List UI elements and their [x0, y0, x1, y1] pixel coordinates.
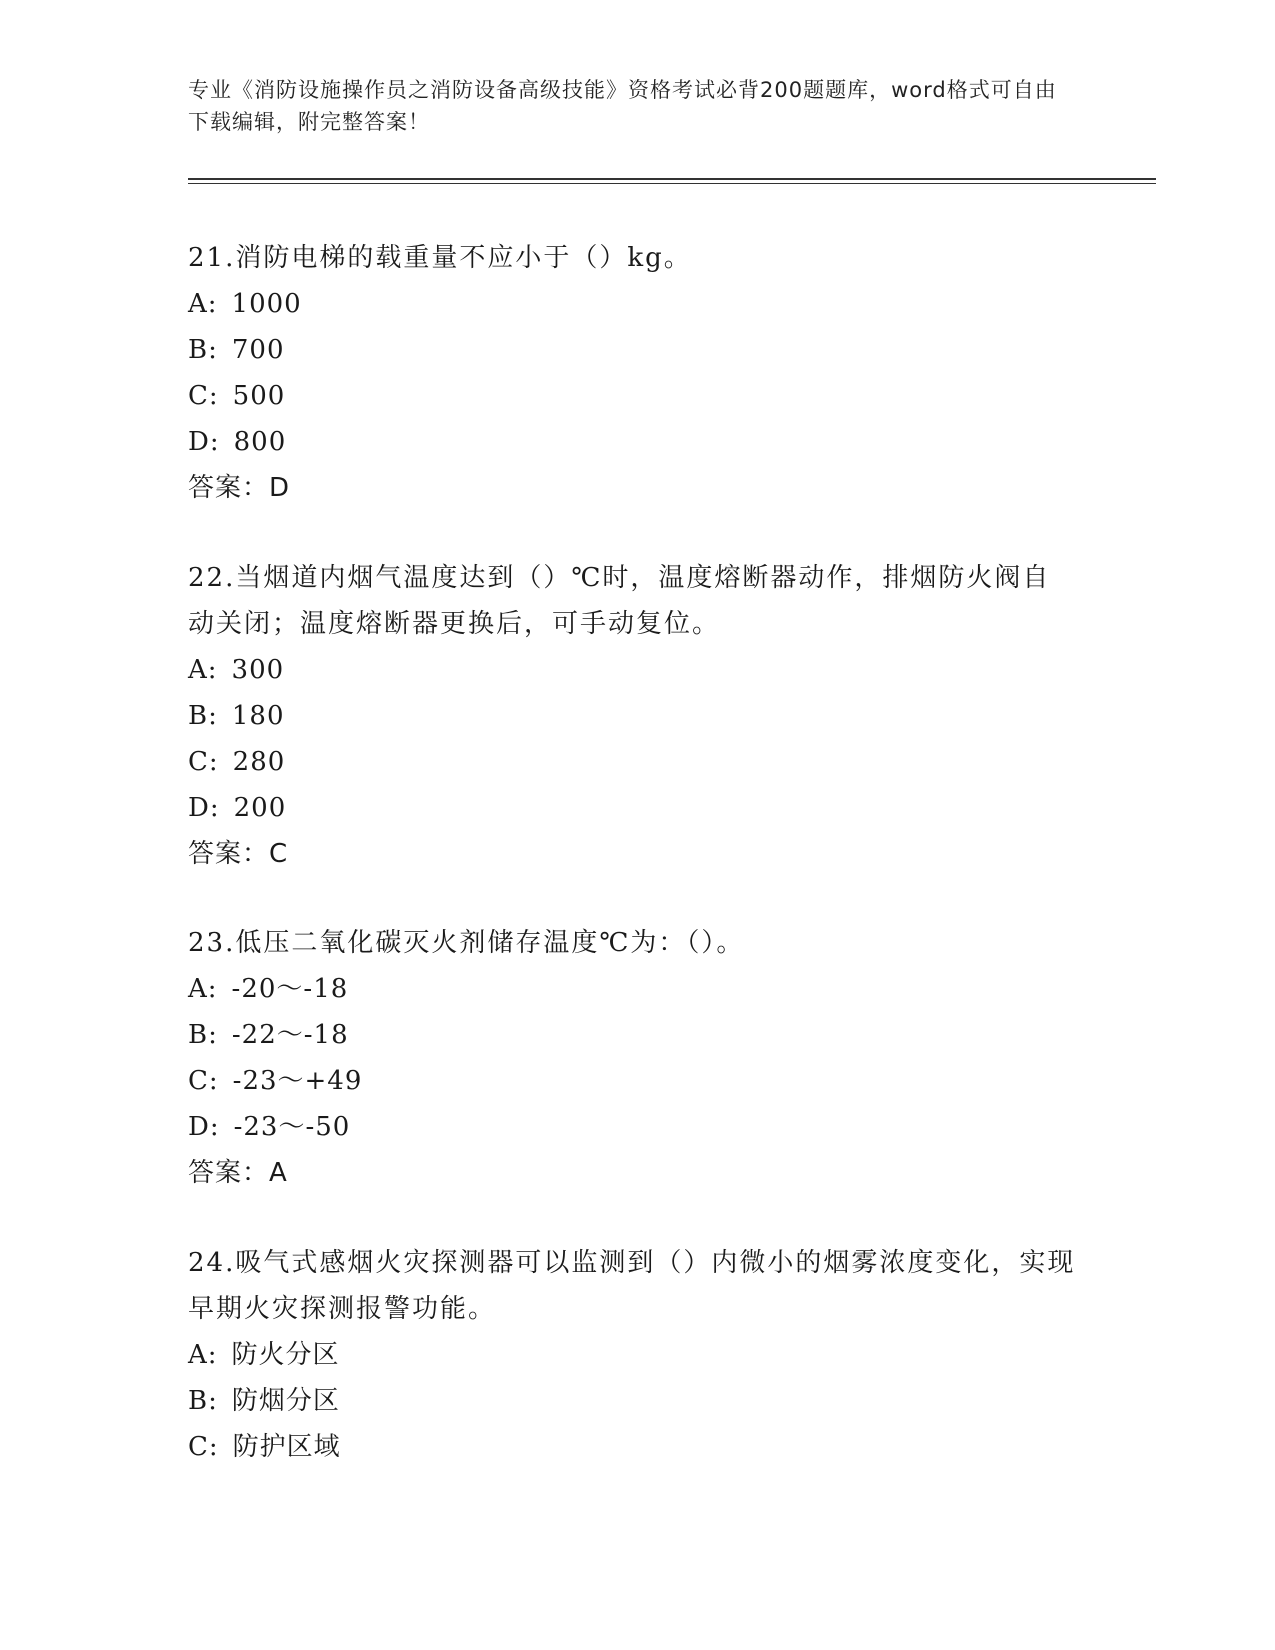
question-21 [188, 235, 1078, 511]
option-letter: C: [188, 1066, 219, 1096]
option-letter: A: [188, 289, 218, 319]
question-24 [188, 1240, 1078, 1470]
option-text: 防烟分区 [231, 1386, 340, 1416]
document-header: 专业《消防设施操作员之消防设备高级技能》资格考试必背200题题库，word格式可自由下载编辑，附完整答案！ [188, 78, 1057, 134]
option-a [188, 281, 1078, 327]
answer-line: 答案：A [188, 1158, 288, 1188]
option-b [188, 1012, 1078, 1058]
option-letter: D: [188, 427, 220, 457]
option-letter: A: [188, 655, 218, 685]
option-text: 500 [232, 381, 286, 411]
question-stem: 24.吸气式感烟火灾探测器可以监测到（）内微小的烟雾浓度变化，实现早期火灾探测报警功能。 [188, 1248, 1076, 1324]
option-text: 180 [231, 701, 285, 731]
option-letter: C: [188, 1432, 219, 1462]
option-a [188, 1332, 1078, 1378]
option-b [188, 1378, 1078, 1424]
option-d [188, 785, 1078, 831]
answer-line: 答案：C [188, 839, 289, 869]
option-text: 防护区域 [232, 1432, 341, 1462]
option-d [188, 419, 1078, 465]
option-text: 280 [232, 747, 286, 777]
header-divider [188, 178, 1156, 180]
question-stem: 21.消防电梯的载重量不应小于（）kg。 [188, 243, 692, 273]
option-a [188, 647, 1078, 693]
option-text: -23～+49 [232, 1066, 363, 1096]
option-letter: A: [188, 1340, 218, 1370]
question-stem: 23.低压二氧化碳灭火剂储存温度℃为：（）。 [188, 928, 745, 958]
option-text: 700 [231, 335, 285, 365]
option-letter: C: [188, 747, 219, 777]
option-text: 200 [233, 793, 287, 823]
option-text: 300 [231, 655, 285, 685]
option-text: -20～-18 [231, 974, 349, 1004]
option-a [188, 966, 1078, 1012]
option-letter: B: [188, 335, 218, 365]
option-c [188, 373, 1078, 419]
option-text: -22～-18 [231, 1020, 349, 1050]
answer-line: 答案：D [188, 473, 291, 503]
option-d [188, 1104, 1078, 1150]
option-letter: D: [188, 1112, 220, 1142]
option-text: -23～-50 [233, 1112, 351, 1142]
option-b [188, 693, 1078, 739]
question-stem: 22.当烟道内烟气温度达到（）℃时，温度熔断器动作，排烟防火阀自动关闭；温度熔断器更换后，可手动复位。 [188, 563, 1051, 639]
option-c [188, 1424, 1078, 1470]
option-text: 800 [233, 427, 287, 457]
option-letter: D: [188, 793, 220, 823]
option-text: 防火分区 [231, 1340, 340, 1370]
option-letter: B: [188, 1020, 218, 1050]
option-b [188, 327, 1078, 373]
option-letter: B: [188, 1386, 218, 1416]
option-letter: A: [188, 974, 218, 1004]
question-22 [188, 555, 1078, 877]
question-23 [188, 920, 1078, 1196]
header-divider-thin [188, 183, 1156, 184]
option-text: 1000 [231, 289, 302, 319]
option-c [188, 1058, 1078, 1104]
option-letter: C: [188, 381, 219, 411]
option-letter: B: [188, 701, 218, 731]
option-c [188, 739, 1078, 785]
